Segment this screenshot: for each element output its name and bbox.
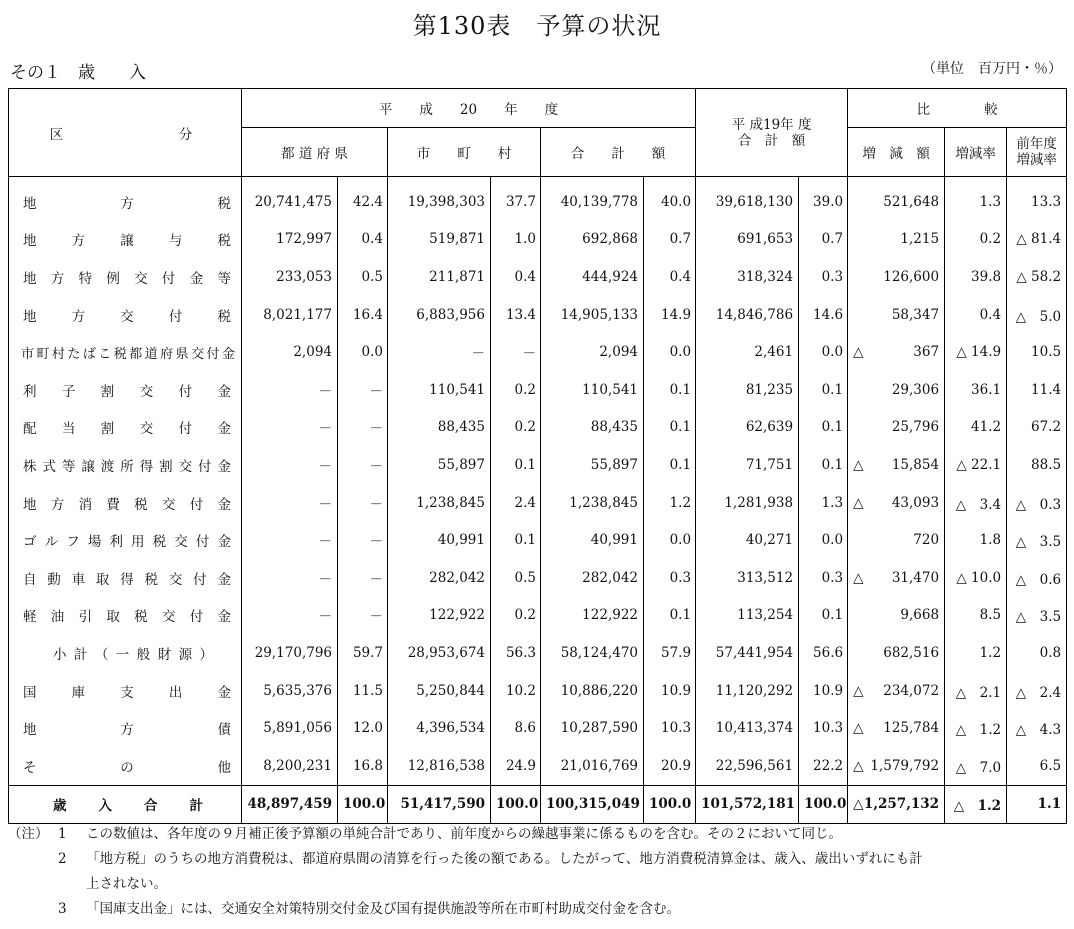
cell-total-pct: 10.3 bbox=[644, 709, 696, 747]
cell-h19: 2,461 bbox=[696, 333, 799, 371]
cell-h19: 691,653 bbox=[696, 221, 799, 259]
header-prev-rate: 前年度 増減率 bbox=[1007, 128, 1067, 177]
cell-prev: 67.2 bbox=[1007, 409, 1067, 447]
cell-rate: 36.1 bbox=[945, 371, 1007, 409]
row-label: 配当割交付金 bbox=[9, 409, 242, 447]
cell-rate: △ 22.1 bbox=[945, 446, 1007, 484]
cell-prev: 88.5 bbox=[1007, 446, 1067, 484]
cell-muni-pct: 0.2 bbox=[491, 409, 541, 447]
cell-muni: 211,871 bbox=[388, 258, 491, 296]
cell-muni: 12,816,538 bbox=[388, 747, 491, 785]
cell-diff-value: 25,796 bbox=[891, 419, 940, 436]
cell-pref-pct: 16.8 bbox=[338, 747, 388, 785]
cell-prev: △ 5.0 bbox=[1007, 296, 1067, 334]
cell-h19-pct: 100.0 bbox=[799, 785, 848, 824]
cell-diff bbox=[848, 709, 945, 747]
cell-diff-value: 15,854 bbox=[891, 456, 940, 473]
cell-h19: 40,271 bbox=[696, 521, 799, 559]
cell-prev: 6.5 bbox=[1007, 747, 1067, 785]
cell-muni-pct: 1.0 bbox=[491, 221, 541, 259]
table-row bbox=[9, 371, 1067, 409]
cell-prev: 13.3 bbox=[1007, 177, 1067, 221]
cell-h19-pct: 0.3 bbox=[799, 559, 848, 597]
cell-diff bbox=[848, 409, 945, 447]
cell-prev: 1.1 bbox=[1007, 785, 1067, 824]
cell-total-pct: 0.0 bbox=[644, 521, 696, 559]
cell-rate: 1.8 bbox=[945, 521, 1007, 559]
table-row bbox=[9, 597, 1067, 635]
cell-diff-value: 682,516 bbox=[883, 644, 940, 661]
cell-h19: 71,751 bbox=[696, 446, 799, 484]
cell-rate: 0.2 bbox=[945, 221, 1007, 259]
row-label: 国庫支出金 bbox=[9, 672, 242, 710]
cell-pref: 48,897,459 bbox=[242, 785, 338, 824]
cell-diff-value: 720 bbox=[913, 532, 940, 549]
cell-muni: 28,953,674 bbox=[388, 634, 491, 672]
cell-total-pct: 57.9 bbox=[644, 634, 696, 672]
cell-h19: 101,572,181 bbox=[696, 785, 799, 824]
cell-h19-pct: 22.2 bbox=[799, 747, 848, 785]
budget-table bbox=[8, 88, 1067, 824]
cell-pref-pct: － bbox=[338, 371, 388, 409]
row-label: ゴルフ場利用税交付金 bbox=[9, 521, 242, 559]
cell-diff bbox=[848, 672, 945, 710]
cell-h19-pct: 0.0 bbox=[799, 521, 848, 559]
table-row bbox=[9, 409, 1067, 447]
table-body bbox=[9, 177, 1067, 824]
cell-h19-pct: 56.6 bbox=[799, 634, 848, 672]
cell-muni: 55,897 bbox=[388, 446, 491, 484]
table-row bbox=[9, 672, 1067, 710]
cell-diff-value: 367 bbox=[913, 344, 940, 361]
cell-pref: 5,891,056 bbox=[242, 709, 338, 747]
table-row bbox=[9, 484, 1067, 522]
table-row bbox=[9, 221, 1067, 259]
cell-muni-pct: 0.1 bbox=[491, 446, 541, 484]
cell-h19: 10,413,374 bbox=[696, 709, 799, 747]
cell-total-pct: 1.2 bbox=[644, 484, 696, 522]
cell-diff bbox=[848, 221, 945, 259]
header-prefecture: 都 道 府 県 bbox=[242, 128, 388, 177]
cell-rate: △ 7.0 bbox=[945, 747, 1007, 785]
row-label: 歳入合計 bbox=[9, 785, 242, 824]
cell-diff-value: 43,093 bbox=[891, 494, 940, 511]
cell-rate: △ 14.9 bbox=[945, 333, 1007, 371]
cell-total: 21,016,769 bbox=[541, 747, 644, 785]
cell-rate: 39.8 bbox=[945, 258, 1007, 296]
cell-pref: － bbox=[242, 446, 338, 484]
cell-rate: △ 3.4 bbox=[945, 484, 1007, 522]
cell-pref: － bbox=[242, 371, 338, 409]
cell-diff bbox=[848, 258, 945, 296]
cell-h19: 313,512 bbox=[696, 559, 799, 597]
cell-rate: △ 2.1 bbox=[945, 672, 1007, 710]
cell-diff bbox=[848, 559, 945, 597]
cell-total: 692,868 bbox=[541, 221, 644, 259]
cell-pref: － bbox=[242, 484, 338, 522]
cell-pref-pct: 100.0 bbox=[338, 785, 388, 824]
cell-prev: △ 3.5 bbox=[1007, 521, 1067, 559]
cell-rate: 1.3 bbox=[945, 177, 1007, 221]
unit-label: （単位 百万円・％） bbox=[922, 61, 1062, 77]
cell-muni-pct: 10.2 bbox=[491, 672, 541, 710]
cell-pref: － bbox=[242, 597, 338, 635]
cell-muni-pct: 0.5 bbox=[491, 559, 541, 597]
cell-pref: － bbox=[242, 521, 338, 559]
cell-pref-pct: － bbox=[338, 409, 388, 447]
cell-pref-pct: 11.5 bbox=[338, 672, 388, 710]
cell-total-pct: 10.9 bbox=[644, 672, 696, 710]
table-row bbox=[9, 709, 1067, 747]
cell-muni-pct: 13.4 bbox=[491, 296, 541, 334]
cell-diff-value: 29,306 bbox=[891, 381, 940, 398]
cell-pref-pct: － bbox=[338, 559, 388, 597]
cell-h19-pct: 14.6 bbox=[799, 296, 848, 334]
cell-diff-value: 521,648 bbox=[883, 193, 940, 210]
cell-total: 10,886,220 bbox=[541, 672, 644, 710]
cell-prev: △ 0.6 bbox=[1007, 559, 1067, 597]
cell-total-pct: 0.0 bbox=[644, 333, 696, 371]
cell-diff bbox=[848, 597, 945, 635]
cell-pref-pct: 0.0 bbox=[338, 333, 388, 371]
row-label: 地方税 bbox=[9, 177, 242, 221]
header-total: 合 計 額 bbox=[541, 128, 696, 177]
cell-total-pct: 0.7 bbox=[644, 221, 696, 259]
cell-h19-pct: 0.1 bbox=[799, 446, 848, 484]
cell-total: 282,042 bbox=[541, 559, 644, 597]
cell-diff bbox=[848, 521, 945, 559]
cell-pref: 8,021,177 bbox=[242, 296, 338, 334]
cell-pref: 5,635,376 bbox=[242, 672, 338, 710]
cell-diff-value: 1,579,792 bbox=[870, 757, 940, 774]
cell-total: 110,541 bbox=[541, 371, 644, 409]
cell-diff-value: 1,257,132 bbox=[863, 796, 940, 813]
row-label: 地方譲与税 bbox=[9, 221, 242, 259]
cell-pref-pct: － bbox=[338, 446, 388, 484]
cell-h19-pct: 10.3 bbox=[799, 709, 848, 747]
cell-total-pct: 40.0 bbox=[644, 177, 696, 221]
triangle-mark: △ bbox=[853, 720, 864, 737]
note-continuation: 上されない。 bbox=[86, 876, 167, 892]
table-header bbox=[9, 89, 1067, 177]
cell-prev: △ 2.4 bbox=[1007, 672, 1067, 710]
cell-h19: 39,618,130 bbox=[696, 177, 799, 221]
table-row bbox=[9, 521, 1067, 559]
notes bbox=[8, 822, 1066, 922]
row-label: 株式等譲渡所得割交付金 bbox=[9, 446, 242, 484]
cell-pref-pct: 0.4 bbox=[338, 221, 388, 259]
cell-total-pct: 0.1 bbox=[644, 371, 696, 409]
cell-muni: 40,991 bbox=[388, 521, 491, 559]
cell-muni-pct: 0.2 bbox=[491, 597, 541, 635]
cell-muni-pct: 8.6 bbox=[491, 709, 541, 747]
table-row bbox=[9, 258, 1067, 296]
cell-muni: 88,435 bbox=[388, 409, 491, 447]
cell-h19-pct: 0.7 bbox=[799, 221, 848, 259]
triangle-mark: △ bbox=[853, 456, 864, 473]
cell-pref: 29,170,796 bbox=[242, 634, 338, 672]
cell-total: 444,924 bbox=[541, 258, 644, 296]
cell-prev: 0.8 bbox=[1007, 634, 1067, 672]
header-municipal: 市 町 村 bbox=[388, 128, 541, 177]
table-row bbox=[9, 634, 1067, 672]
cell-prev: △ 3.5 bbox=[1007, 597, 1067, 635]
cell-h19: 318,324 bbox=[696, 258, 799, 296]
triangle-mark: △ bbox=[853, 344, 864, 361]
cell-diff bbox=[848, 177, 945, 221]
cell-h19-pct: 0.0 bbox=[799, 333, 848, 371]
table-row bbox=[9, 559, 1067, 597]
cell-diff bbox=[848, 785, 945, 824]
cell-h19: 22,596,561 bbox=[696, 747, 799, 785]
cell-h19-pct: 10.9 bbox=[799, 672, 848, 710]
cell-diff-value: 234,072 bbox=[883, 682, 940, 699]
cell-diff bbox=[848, 371, 945, 409]
cell-h19-pct: 0.1 bbox=[799, 597, 848, 635]
cell-total: 40,139,778 bbox=[541, 177, 644, 221]
cell-rate: △ 10.0 bbox=[945, 559, 1007, 597]
cell-h19: 57,441,954 bbox=[696, 634, 799, 672]
cell-muni-pct: 100.0 bbox=[491, 785, 541, 824]
table-row bbox=[9, 333, 1067, 371]
cell-diff-value: 58,347 bbox=[891, 306, 940, 323]
row-label: 地方特例交付金等 bbox=[9, 258, 242, 296]
cell-prev: △ 58.2 bbox=[1007, 258, 1067, 296]
header-inc-amount: 増 減 額 bbox=[848, 128, 945, 177]
table-row bbox=[9, 747, 1067, 785]
cell-total: 14,905,133 bbox=[541, 296, 644, 334]
cell-muni: 122,922 bbox=[388, 597, 491, 635]
cell-muni: 51,417,590 bbox=[388, 785, 491, 824]
cell-h19: 113,254 bbox=[696, 597, 799, 635]
cell-total-pct: 100.0 bbox=[644, 785, 696, 824]
note-text: 「地方税」のうちの地方消費税は、都道府県間の清算を行った後の額である。したがって、地方消費税清算金は、歳入、歳出いずれにも計 bbox=[86, 851, 923, 867]
cell-muni-pct: 37.7 bbox=[491, 177, 541, 221]
cell-h19: 62,639 bbox=[696, 409, 799, 447]
section-subtitle: その１ 歳 入 bbox=[10, 63, 146, 83]
cell-h19: 14,846,786 bbox=[696, 296, 799, 334]
cell-total-pct: 0.3 bbox=[644, 559, 696, 597]
row-label: その他 bbox=[9, 747, 242, 785]
cell-diff bbox=[848, 446, 945, 484]
cell-total-pct: 20.9 bbox=[644, 747, 696, 785]
cell-pref-pct: 42.4 bbox=[338, 177, 388, 221]
cell-total: 40,991 bbox=[541, 521, 644, 559]
cell-diff bbox=[848, 747, 945, 785]
cell-muni-pct: 0.1 bbox=[491, 521, 541, 559]
cell-diff-value: 125,784 bbox=[883, 720, 940, 737]
cell-pref: 172,997 bbox=[242, 221, 338, 259]
cell-muni-pct: 56.3 bbox=[491, 634, 541, 672]
cell-diff-value: 9,668 bbox=[900, 607, 940, 624]
row-label: 小計（一般財源） bbox=[9, 634, 242, 672]
header-h20: 平 成 20 年 度 bbox=[242, 89, 696, 128]
cell-diff bbox=[848, 634, 945, 672]
cell-total: 2,094 bbox=[541, 333, 644, 371]
triangle-mark: △ bbox=[853, 757, 864, 774]
cell-pref: 2,094 bbox=[242, 333, 338, 371]
triangle-mark: △ bbox=[853, 494, 864, 511]
cell-prev: 10.5 bbox=[1007, 333, 1067, 371]
row-label: 地方債 bbox=[9, 709, 242, 747]
cell-h19-pct: 0.1 bbox=[799, 409, 848, 447]
cell-muni: 19,398,303 bbox=[388, 177, 491, 221]
cell-muni-pct: 0.4 bbox=[491, 258, 541, 296]
cell-total-pct: 14.9 bbox=[644, 296, 696, 334]
cell-muni: － bbox=[388, 333, 491, 371]
cell-prev: △ 0.3 bbox=[1007, 484, 1067, 522]
cell-muni: 6,883,956 bbox=[388, 296, 491, 334]
cell-prev: △ 81.4 bbox=[1007, 221, 1067, 259]
row-label: 地方消費税交付金 bbox=[9, 484, 242, 522]
cell-pref-pct: － bbox=[338, 521, 388, 559]
cell-muni: 110,541 bbox=[388, 371, 491, 409]
cell-total: 122,922 bbox=[541, 597, 644, 635]
triangle-mark: △ bbox=[853, 569, 864, 586]
cell-h19-pct: 1.3 bbox=[799, 484, 848, 522]
cell-pref-pct: － bbox=[338, 484, 388, 522]
cell-diff-value: 31,470 bbox=[891, 569, 940, 586]
cell-h19-pct: 39.0 bbox=[799, 177, 848, 221]
cell-h19: 11,120,292 bbox=[696, 672, 799, 710]
cell-total: 88,435 bbox=[541, 409, 644, 447]
note-item: （注） 1 この数値は、各年度の９月補正後予算額の単純合計であり、前年度からの繰越事業に係るものを含む。その２において同じ。 bbox=[8, 822, 1066, 847]
note-item: 2 「地方税」のうちの地方消費税は、都道府県間の清算を行った後の額である。したがって、地方消費税清算金は、歳入、歳出いずれにも計 bbox=[8, 847, 1066, 872]
cell-prev: 11.4 bbox=[1007, 371, 1067, 409]
cell-diff bbox=[848, 296, 945, 334]
header-h19: 平 成19年 度 合 計 額 bbox=[696, 89, 848, 177]
row-label: 自動車取得税交付金 bbox=[9, 559, 242, 597]
cell-total-pct: 0.1 bbox=[644, 597, 696, 635]
cell-muni: 5,250,844 bbox=[388, 672, 491, 710]
cell-rate: 0.4 bbox=[945, 296, 1007, 334]
cell-diff-value: 1,215 bbox=[900, 231, 940, 248]
cell-total-pct: 0.4 bbox=[644, 258, 696, 296]
cell-h19: 81,235 bbox=[696, 371, 799, 409]
note-text: この数値は、各年度の９月補正後予算額の単純合計であり、前年度からの繰越事業に係るものを含む。その２において同じ。 bbox=[86, 826, 842, 842]
row-label: 市町村たばこ税都道府県交付金 bbox=[9, 333, 242, 371]
cell-pref-pct: 16.4 bbox=[338, 296, 388, 334]
table-row bbox=[9, 177, 1067, 221]
note-text: 「国庫支出金」には、交通安全対策特別交付金及び国有提供施設等所在市町村助成交付金を含む。 bbox=[86, 901, 680, 917]
cell-rate: △ 1.2 bbox=[945, 709, 1007, 747]
cell-rate: 41.2 bbox=[945, 409, 1007, 447]
cell-diff bbox=[848, 333, 945, 371]
cell-muni-pct: 24.9 bbox=[491, 747, 541, 785]
table-row bbox=[9, 296, 1067, 334]
header-compare: 比 較 bbox=[848, 89, 1067, 128]
cell-rate: 8.5 bbox=[945, 597, 1007, 635]
cell-total-pct: 0.1 bbox=[644, 446, 696, 484]
cell-rate: △ 1.2 bbox=[945, 785, 1007, 824]
note-mark: （注） bbox=[8, 826, 49, 842]
cell-diff bbox=[848, 484, 945, 522]
row-label: 軽油引取税交付金 bbox=[9, 597, 242, 635]
triangle-mark: △ bbox=[853, 796, 864, 813]
cell-rate: 1.2 bbox=[945, 634, 1007, 672]
cell-total-pct: 0.1 bbox=[644, 409, 696, 447]
cell-pref: － bbox=[242, 409, 338, 447]
cell-pref: － bbox=[242, 559, 338, 597]
cell-h19-pct: 0.3 bbox=[799, 258, 848, 296]
cell-total: 58,124,470 bbox=[541, 634, 644, 672]
cell-total: 55,897 bbox=[541, 446, 644, 484]
cell-prev: △ 4.3 bbox=[1007, 709, 1067, 747]
cell-muni-pct: 2.4 bbox=[491, 484, 541, 522]
cell-pref: 8,200,231 bbox=[242, 747, 338, 785]
row-label: 地方交付税 bbox=[9, 296, 242, 334]
cell-pref: 233,053 bbox=[242, 258, 338, 296]
row-label: 利子割交付金 bbox=[9, 371, 242, 409]
table-row bbox=[9, 446, 1067, 484]
cell-diff-value: 126,600 bbox=[883, 268, 940, 285]
cell-muni: 519,871 bbox=[388, 221, 491, 259]
cell-total: 100,315,049 bbox=[541, 785, 644, 824]
cell-pref-pct: － bbox=[338, 597, 388, 635]
total-row bbox=[9, 785, 1067, 824]
cell-muni: 4,396,534 bbox=[388, 709, 491, 747]
cell-pref: 20,741,475 bbox=[242, 177, 338, 221]
cell-total: 10,287,590 bbox=[541, 709, 644, 747]
header-kubun: 区 分 bbox=[9, 89, 242, 177]
triangle-mark: △ bbox=[853, 682, 864, 699]
note-item: 3 「国庫支出金」には、交通安全対策特別交付金及び国有提供施設等所在市町村助成交付金を含む。 bbox=[8, 897, 1066, 922]
cell-pref-pct: 0.5 bbox=[338, 258, 388, 296]
cell-h19-pct: 0.1 bbox=[799, 371, 848, 409]
cell-muni: 1,238,845 bbox=[388, 484, 491, 522]
page-title: 第130表 予算の状況 bbox=[412, 12, 662, 40]
cell-muni: 282,042 bbox=[388, 559, 491, 597]
cell-pref-pct: 12.0 bbox=[338, 709, 388, 747]
cell-muni-pct: 0.2 bbox=[491, 371, 541, 409]
cell-total: 1,238,845 bbox=[541, 484, 644, 522]
header-inc-rate: 増減率 bbox=[945, 128, 1007, 177]
cell-h19: 1,281,938 bbox=[696, 484, 799, 522]
cell-pref-pct: 59.7 bbox=[338, 634, 388, 672]
cell-muni-pct: － bbox=[491, 333, 541, 371]
